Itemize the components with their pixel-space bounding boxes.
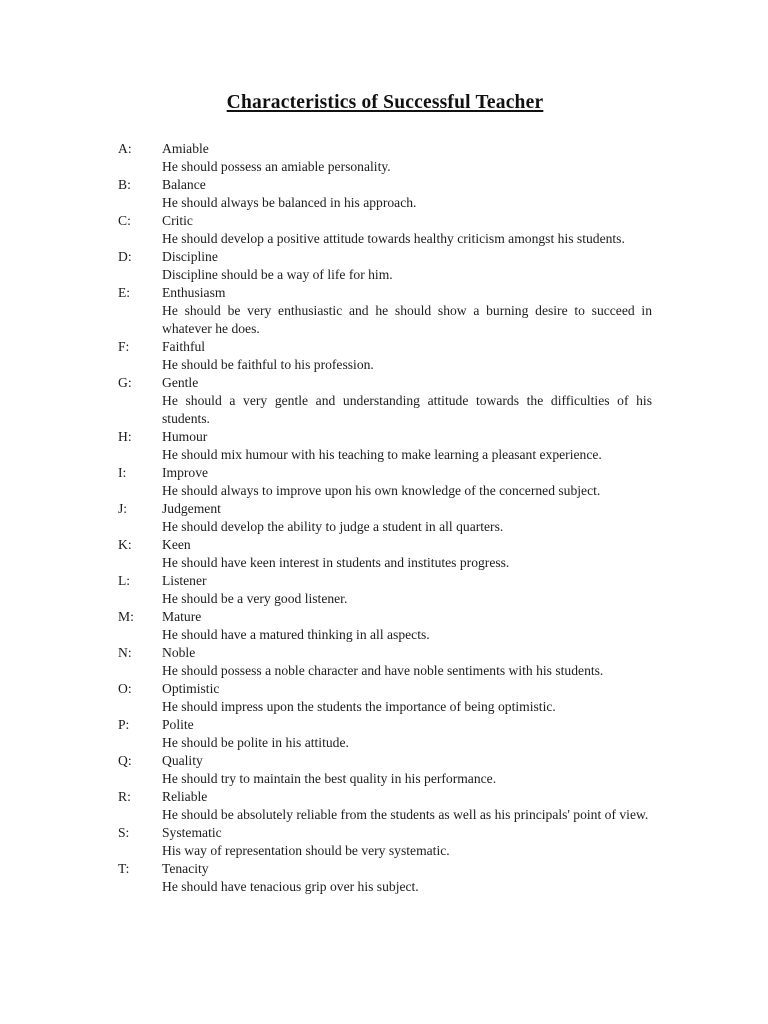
list-item [118, 608, 652, 644]
entry-body [162, 644, 652, 680]
entry-body [162, 140, 652, 176]
entry-letter: S: [118, 825, 130, 840]
entry-description: He should mix humour with his teaching to make learning a pleasant experience. [162, 447, 602, 462]
entry-description: He should always to improve upon his own knowledge of the concerned subject. [162, 483, 601, 498]
entry-body [162, 536, 652, 572]
entry-term: Faithful [162, 339, 206, 354]
entry-description: He should be a very good listener. [162, 591, 348, 606]
page-title: Characteristics of Successful Teacher [226, 92, 544, 113]
entry-description: He should be very enthusiastic and he should show a burning desire to succeed in whatever he does. [162, 303, 652, 336]
list-item [118, 788, 652, 824]
list-item [118, 644, 652, 680]
entry-description: He should have a matured thinking in all aspects. [162, 627, 430, 642]
entry-letter: A: [118, 141, 132, 156]
entry-description: He should have keen interest in students and institutes progress. [162, 555, 510, 570]
entry-term: Amiable [162, 141, 209, 156]
entry-description: He should have tenacious grip over his subject. [162, 879, 419, 894]
list-item [118, 176, 652, 212]
entry-body [162, 374, 652, 428]
entry-term: Polite [162, 717, 194, 732]
entry-term: Improve [162, 465, 209, 480]
entry-description: He should develop the ability to judge a student in all quarters. [162, 519, 504, 534]
entry-term: Tenacity [162, 861, 209, 876]
list-item [118, 248, 652, 284]
entry-body [162, 428, 652, 464]
entries-list [118, 140, 652, 896]
entry-body [162, 338, 652, 374]
entry-letter: T: [118, 861, 130, 876]
entry-term: Optimistic [162, 681, 220, 696]
entry-letter: I: [118, 465, 127, 480]
entry-body [162, 788, 652, 824]
entry-body [162, 680, 652, 716]
entry-letter: R: [118, 789, 131, 804]
list-item [118, 536, 652, 572]
entry-body [162, 716, 652, 752]
entry-description: His way of representation should be very systematic. [162, 843, 450, 858]
entry-description: He should be absolutely reliable from the students as well as his principals' point of view. [162, 807, 649, 822]
entry-letter: O: [118, 681, 132, 696]
list-item [118, 824, 652, 860]
entry-letter: Q: [118, 753, 132, 768]
entry-letter: C: [118, 213, 131, 228]
entry-body [162, 176, 652, 212]
list-item [118, 716, 652, 752]
entry-letter: F: [118, 339, 130, 354]
entry-term: Balance [162, 177, 206, 192]
list-item [118, 464, 652, 500]
entry-description: He should always be balanced in his approach. [162, 195, 417, 210]
entry-term: Enthusiasm [162, 285, 226, 300]
list-item [118, 284, 652, 338]
entry-body [162, 500, 652, 536]
entry-description: He should be faithful to his profession. [162, 357, 374, 372]
entry-letter: E: [118, 285, 131, 300]
entry-body [162, 752, 652, 788]
list-item [118, 140, 652, 176]
entry-body [162, 824, 652, 860]
list-item [118, 500, 652, 536]
list-item [118, 752, 652, 788]
entry-term: Mature [162, 609, 202, 624]
entry-body [162, 608, 652, 644]
list-item [118, 212, 652, 248]
entry-description: He should try to maintain the best quality in his performance. [162, 771, 497, 786]
entry-body [162, 284, 652, 338]
entry-term: Discipline [162, 249, 218, 264]
entry-term: Critic [162, 213, 193, 228]
entry-description: Discipline should be a way of life for him. [162, 267, 393, 282]
list-item [118, 374, 652, 428]
entry-body [162, 212, 652, 248]
entry-term: Systematic [162, 825, 222, 840]
entry-body [162, 464, 652, 500]
list-item [118, 338, 652, 374]
entry-body [162, 248, 652, 284]
list-item [118, 428, 652, 464]
list-item [118, 572, 652, 608]
entry-term: Keen [162, 537, 191, 552]
entry-description: He should a very gentle and understanding attitude towards the difficulties of his students. [162, 393, 652, 426]
entry-description: He should be polite in his attitude. [162, 735, 349, 750]
entry-term: Listener [162, 573, 207, 588]
entry-letter: M: [118, 609, 134, 624]
entry-term: Humour [162, 429, 208, 444]
entry-letter: J: [118, 501, 128, 516]
entry-letter: G: [118, 375, 132, 390]
entry-letter: L: [118, 573, 131, 588]
entry-term: Reliable [162, 789, 208, 804]
entry-term: Quality [162, 753, 203, 768]
entry-body [162, 860, 652, 896]
entry-letter: B: [118, 177, 131, 192]
entry-term: Gentle [162, 375, 199, 390]
entry-letter: D: [118, 249, 132, 264]
entry-description: He should develop a positive attitude towards healthy criticism amongst his students. [162, 231, 625, 246]
entry-letter: K: [118, 537, 132, 552]
list-item [118, 860, 652, 896]
entry-body [162, 572, 652, 608]
list-item [118, 680, 652, 716]
entry-letter: N: [118, 645, 132, 660]
entry-description: He should possess an amiable personality. [162, 159, 391, 174]
entry-term: Judgement [162, 501, 221, 516]
entry-letter: P: [118, 717, 130, 732]
entry-letter: H: [118, 429, 132, 444]
entry-term: Noble [162, 645, 196, 660]
entry-description: He should possess a noble character and have noble sentiments with his students. [162, 663, 604, 678]
entry-description: He should impress upon the students the importance of being optimistic. [162, 699, 556, 714]
